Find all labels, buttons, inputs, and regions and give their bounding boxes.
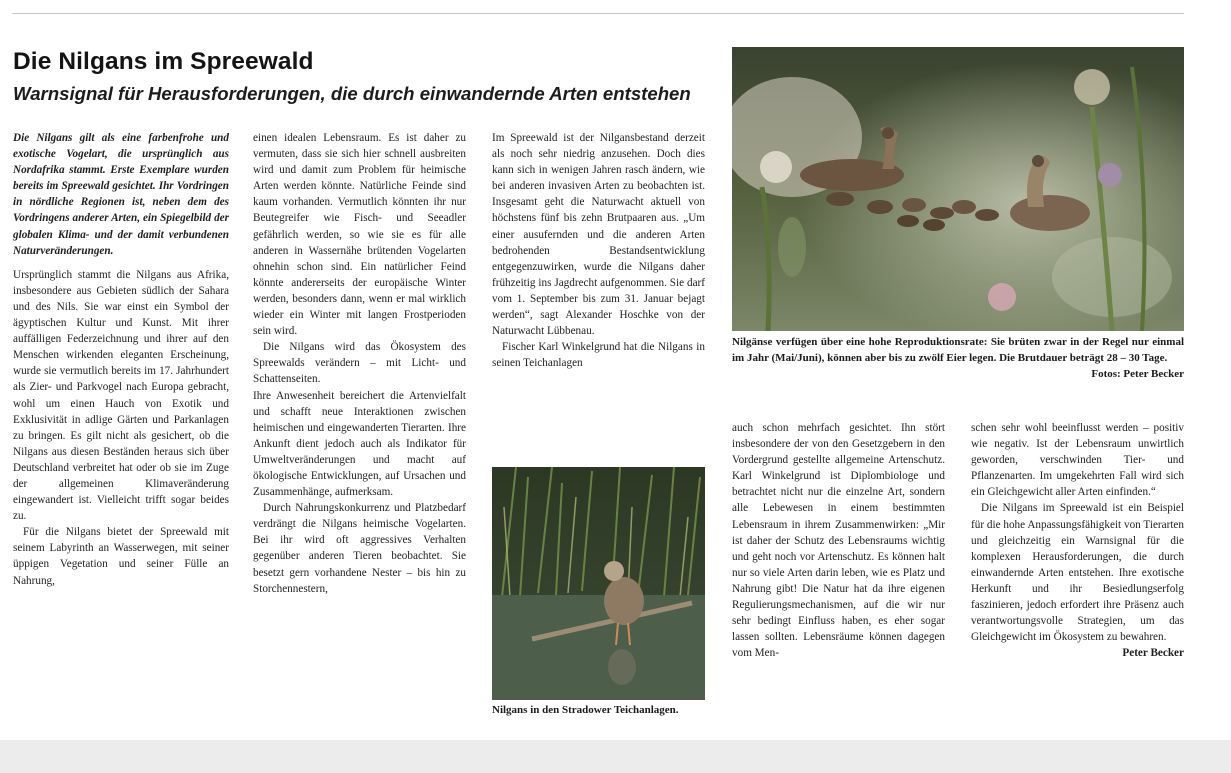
body-paragraph: Durch Nahrungskonkurrenz und Platzbedarf verdrängt die Nilgans heimische Vogelarten. Bei ihr wird oft aggressives Verhalten gegenüber anderen Tieren beobachtet. Sie besetzt gern vorhandene Nester – bis hin zu Storchennestern, bbox=[253, 502, 466, 595]
body-paragraph: schen sehr wohl beeinflusst werden – positiv wie negativ. Ist der Lebensraum unwirtlich geworden, verschwinden Tier- und Pflanzenarten. Im umgekehrten Fall wird sich ein Gleichgewicht aller Arten einfinden.“ bbox=[971, 422, 1184, 499]
subheadline: Warnsignal für Herausforderungen, die durch einwandernde Arten entstehen bbox=[13, 83, 691, 104]
body-paragraph: Fischer Karl Winkelgrund hat die Nilgans in seinen Teichanlagen bbox=[492, 341, 705, 370]
headline: Die Nilgans im Spreewald bbox=[13, 48, 314, 75]
caption-text: Nilgans in den Stradower Teichanlagen. bbox=[492, 704, 679, 716]
photo-goose-pond bbox=[492, 467, 705, 700]
caption-text: Nilgänse verfügen über eine hohe Reproduktionsrate: Sie brüten zwar in der Regel nur einmal im Jahr (Mai/Juni), können aber bis zu zwölf Eier legen. Die Brutdauer beträgt 28 – 30 Tage. bbox=[732, 336, 1184, 364]
photo-credit: Fotos: Peter Becker bbox=[1091, 368, 1184, 380]
body-paragraph: einen idealen Lebensraum. Es ist daher zu vermuten, dass sie sich hier schnell ausbreiten wird und damit zum Problem für heimische Arten werden könnte. Natürliche Feinde sind kaum vorhanden. Vermutlich könnten ihr nur Beutegreifer wie Fisch- und Seeadler gefährlich werden, so wie sie es für alle anderen in Wassernähe brütenden Vogelarten ohnehin schon sind. Ein natürlicher Feind könnte andererseits der europäische Winter werden, besonders dann, wenn er mal wirklich wieder ein Winter mit langen Frostperioden sein wird. bbox=[253, 132, 466, 338]
lead-paragraph: Die Nilgans gilt als eine farbenfrohe und exotische Vogelart, die ursprünglich aus Nordafrika stammt. Erste Exemplare wurden bereits im Spreewald gesichtet. Ihr Vordringen in nördliche Regionen ist, neben dem des Vordringens anderer Arten, ein Spiegelbild der globalen Klima- und der damit verbundenen Naturveränderungen. bbox=[13, 132, 229, 257]
body-paragraph: Die Nilgans wird das Ökosystem des Spreewalds verändern – mit Licht- und Schattenseiten. bbox=[253, 341, 466, 386]
column-3 bbox=[492, 130, 705, 371]
photo-geese-family bbox=[732, 47, 1184, 331]
photo-caption-large bbox=[732, 334, 1184, 382]
body-paragraph: Im Spreewald ist der Nilgansbestand derzeit als noch sehr niedrig anzusehen. Doch dies kann sich in wenigen Jahren rasch ändern, wie bei anderen invasiven Arten zu beobachten ist. Insgesamt geht die Naturwacht aktuell von höchstens fünf bis zehn Brutpaaren aus. „Um einer ausufernden und die anderen Arten bedrohenden Bestandsentwicklung entgegenzuwirken, wurde die Nilgans daher frühzeitig ins Jagdrecht aufgenommen. Sie darf vom 1. September bis zum 31. Januar bejagt werden“, sagt Alexander Hoschke von der Naturwacht Lübbenau. bbox=[492, 132, 705, 338]
body-paragraph: auch schon mehrfach gesichtet. Ihn stört insbesondere der von den Gesetzgebern in den Vordergrund gestellte allgemeine Artenschutz. Karl Winkelgrund ist Diplombiologe und betrachtet nicht nur die einzelne Art, sondern alle Lebewesen in einem bestimmten Lebensraum in ihrem Zusammenwirken: „Mir ist daher der Schutz des Lebensraums wichtig und geht noch vor Artenschutz. Es können halt nur so viele Arten darin leben, wie es Platz und Nahrung gibt! Die Natur hat da ihre eigenen Regulierungsmechanismen, auf die wir nur sehr bedingt Einfluss haben, es eher sogar lassen sollten. Lebensräume können dagegen vom Men- bbox=[732, 422, 945, 660]
body-paragraph: Für die Nilgans bietet der Spreewald mit seinem Labyrinth an Wasserwegen, mit seiner üppigen Vegetation und seiner Fülle an Nahrung, bbox=[13, 526, 229, 587]
body-paragraph: Ihre Anwesenheit bereichert die Artenvielfalt und schafft neue Interaktionen zwischen heimischen und eingewanderten Tierarten. Ihre Ankunft dient jedoch auch als Indikator für Umweltveränderungen und macht auf ökologische Entwicklungen, auf Ursachen und Zusammenhänge, aufmerksam. bbox=[253, 389, 466, 499]
photo-caption-small bbox=[492, 702, 705, 718]
page-bottom-band bbox=[0, 740, 1231, 773]
column-5 bbox=[971, 420, 1184, 661]
body-paragraph bbox=[971, 500, 1184, 660]
column-1 bbox=[13, 130, 229, 589]
author-byline: Peter Becker bbox=[1122, 647, 1184, 660]
column-2 bbox=[253, 130, 466, 597]
top-rule bbox=[12, 13, 1184, 14]
column-4 bbox=[732, 420, 945, 661]
closing-text: Die Nilgans im Spreewald ist ein Beispiel für die hohe Anpassungsfähigkeit von Tierarten und gleichzeitig ein Warnsignal für die komplexen Herausforderungen, die durch einwandernde Arten entstehen. Ihre exotische Herkunft und ihr Besiedlungserfolg faszinieren, jedoch erfordert ihre Präsenz auch verantwortungsvolle Strategien, um das Gleichgewicht im Ökosystem zu bewahren. bbox=[971, 502, 1184, 644]
body-paragraph: Ursprünglich stammt die Nilgans aus Afrika, insbesondere aus Gebieten südlich der Sahara und des Nils. Sie war einst ein Symbol der ägyptischen Kultur und Kunst. Mit ihrer auffälligen Federzeichnung und ihrer auf den Menschen wirkenden eleganten Erscheinung, wurde sie vermutlich bereits im 17. Jahrhundert als Zier- und Parkvogel nach Europa gebracht, wohl um einen Hauch von Exotik und Exklusivität in adlige Gärten und Parkanlagen zu bringen. Es gilt nicht als gesichert, ob die Nilgans aus diesen Beständen heraus sich über Deutschland verbreitet hat oder ob sie im Zuge der allgemeinen Klimaveränderung eingewandert ist. Vielleicht trifft sogar beides zu. bbox=[13, 268, 229, 523]
